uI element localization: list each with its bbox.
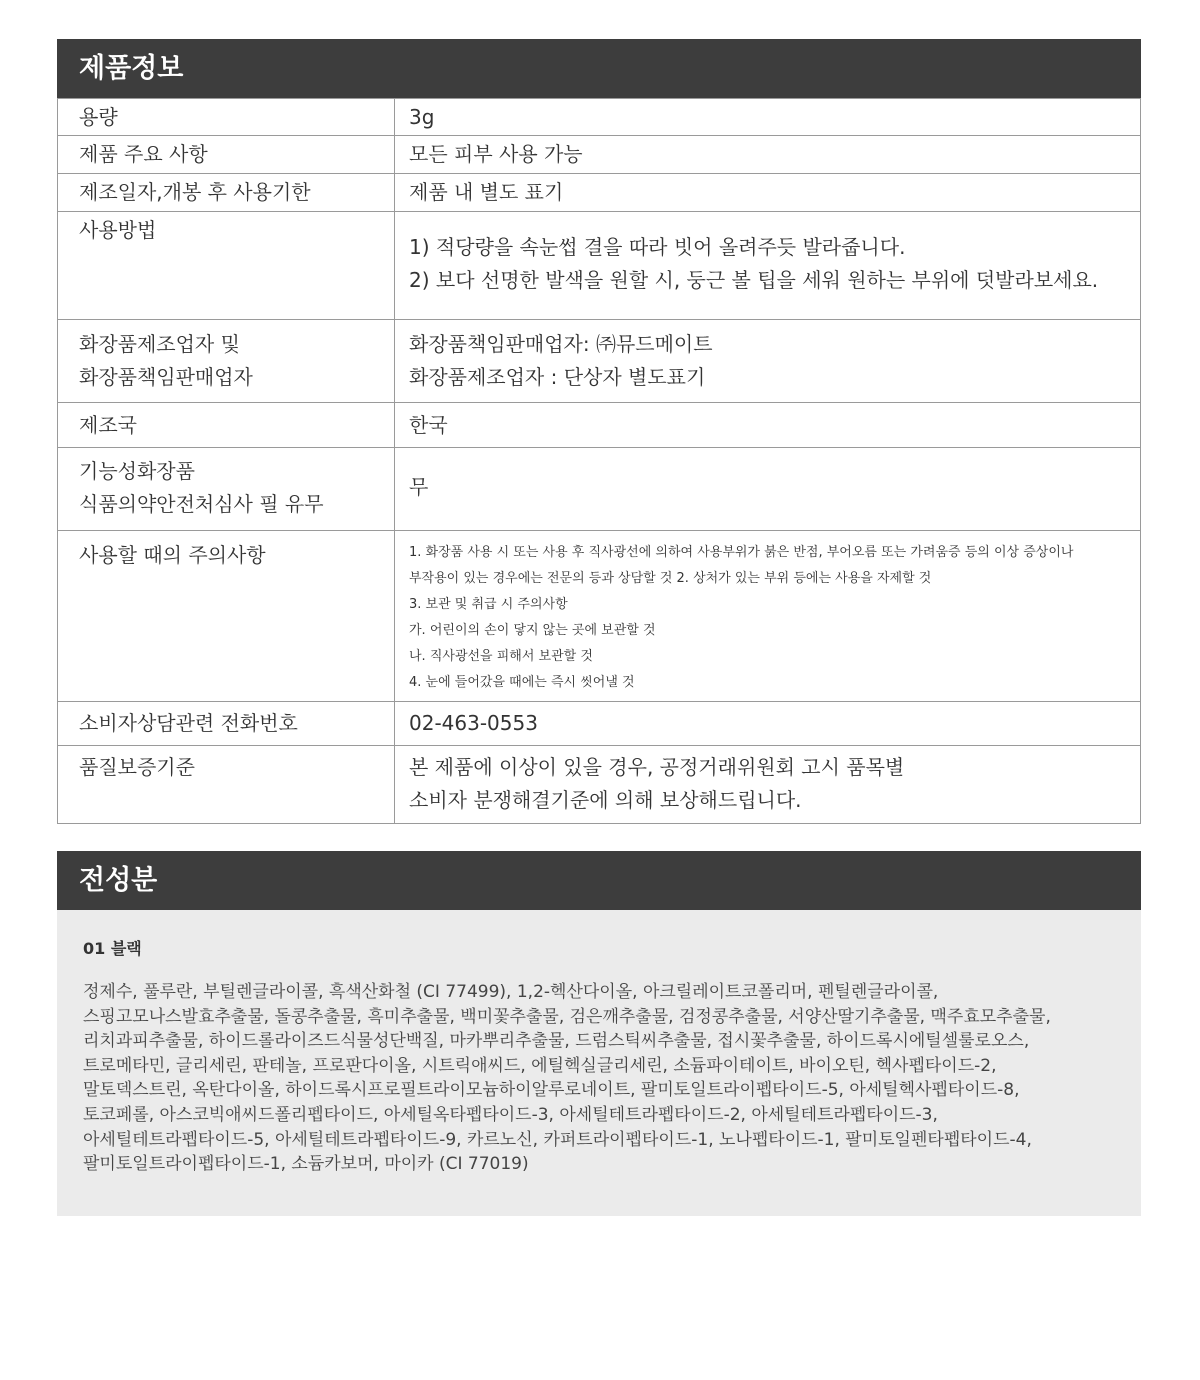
row-value: 모든 피부 사용 가능	[395, 136, 1141, 174]
row-value: 02-463-0553	[395, 702, 1141, 746]
ingredients-section	[57, 851, 1141, 1216]
table-row	[58, 320, 1141, 403]
table-row	[58, 531, 1141, 702]
row-value: 한국	[395, 403, 1141, 448]
product-info-section	[57, 39, 1141, 824]
ingredient-line: 정제수, 풀루란, 부틸렌글라이콜, 흑색산화철 (CI 77499), 1,2-헥산다이올, 아크릴레이트코폴리머, 펜틸렌글라이콜,	[83, 982, 939, 1002]
product-info-table	[57, 98, 1141, 824]
ingredients-header: 전성분	[57, 851, 1141, 910]
product-info-header: 제품정보	[57, 39, 1141, 98]
row-value: 3g	[395, 99, 1141, 136]
row-label: 용량	[58, 99, 395, 136]
table-row	[58, 99, 1141, 136]
ingredient-line: 아세틸테트라펩타이드-5, 아세틸테트라펩타이드-9, 카르노신, 카퍼트라이펩타이드-1, 노나펩타이드-1, 팔미토일펜타펩타이드-4,	[83, 1129, 1032, 1150]
ingredient-line: 스핑고모나스발효추출물, 돌콩추출물, 흑미추출물, 백미꽃추출물, 검은깨추출물, 검정콩추출물, 서양산딸기추출물, 맥주효모추출물,	[83, 1006, 1051, 1027]
table-row	[58, 746, 1141, 824]
row-value: 1. 화장품 사용 시 또는 사용 후 직사광선에 의하여 사용부위가 붉은 반점, 부어오름 또는 가려움증 등의 이상 증상이나 부작용이 있는 경우에는 전문의 등과 상담할 것 2. 상처가 있는 부위 등에는 사용을 자제할 것 3. 보관 및 취급 시 주의사항 가. 어린이의 손이 닿지 않는 곳에 보관할 것 나. 직사광선을 피해서 보관할 것 4. 눈에 들어갔을 때에는 즉시 씻어낼 것	[395, 531, 1141, 702]
row-label: 품질보증기준	[58, 746, 395, 824]
ingredient-line: 팔미토일트라이펩타이드-1, 소듐카보머, 마이카 (CI 77019)	[83, 1154, 529, 1175]
ingredient-line: 말토덱스트린, 옥탄다이올, 하이드록시프로필트라이모늄하이알루로네이트, 팔미토일트라이펩타이드-5, 아세틸헥사펩타이드-8,	[83, 1080, 1020, 1101]
row-label: 기능성화장품 식품의약안전처심사 필 유무	[58, 448, 395, 531]
table-row	[58, 448, 1141, 531]
row-value: 무	[395, 448, 1141, 531]
row-value: 화장품책임판매업자: ㈜뮤드메이트 화장품제조업자 : 단상자 별도표기	[395, 320, 1141, 403]
ingredient-line: 토코페롤, 아스코빅애씨드폴리펩타이드, 아세틸옥타펩타이드-3, 아세틸테트라펩타이드-2, 아세틸테트라펩타이드-3,	[83, 1104, 938, 1125]
table-row	[58, 174, 1141, 212]
row-label: 제조국	[58, 403, 395, 448]
row-value: 본 제품에 이상이 있을 경우, 공정거래위원회 고시 품목별 소비자 분쟁해결기준에 의해 보상해드립니다.	[395, 746, 1141, 824]
row-label: 사용방법	[58, 212, 395, 320]
shade-title: 01 블랙	[83, 939, 142, 958]
row-label: 소비자상담관련 전화번호	[58, 702, 395, 746]
row-label: 사용할 때의 주의사항	[58, 531, 395, 702]
table-row	[58, 403, 1141, 448]
table-row	[58, 702, 1141, 746]
row-label: 제품 주요 사항	[58, 136, 395, 174]
ingredient-line: 트로메타민, 글리세린, 판테놀, 프로판다이올, 시트릭애씨드, 에틸헥실글리세린, 소듐파이테이트, 바이오틴, 헥사펩타이드-2,	[83, 1055, 997, 1076]
row-label: 제조일자,개봉 후 사용기한	[58, 174, 395, 212]
ingredient-line: 리치과피추출물, 하이드롤라이즈드식물성단백질, 마카뿌리추출물, 드럼스틱씨추출물, 접시꽃추출물, 하이드록시에틸셀룰로오스,	[83, 1031, 1030, 1052]
ingredients-box	[57, 910, 1141, 1216]
table-row	[58, 212, 1141, 320]
row-value: 제품 내 별도 표기	[395, 174, 1141, 212]
row-value: 1) 적당량을 속눈썹 결을 따라 빗어 올려주듯 발라줍니다. 2) 보다 선명한 발색을 원할 시, 둥근 볼 팁을 세워 원하는 부위에 덧발라보세요.	[395, 212, 1141, 320]
ingredients-list	[83, 974, 1115, 1177]
row-label: 화장품제조업자 및 화장품책임판매업자	[58, 320, 395, 403]
table-row	[58, 136, 1141, 174]
